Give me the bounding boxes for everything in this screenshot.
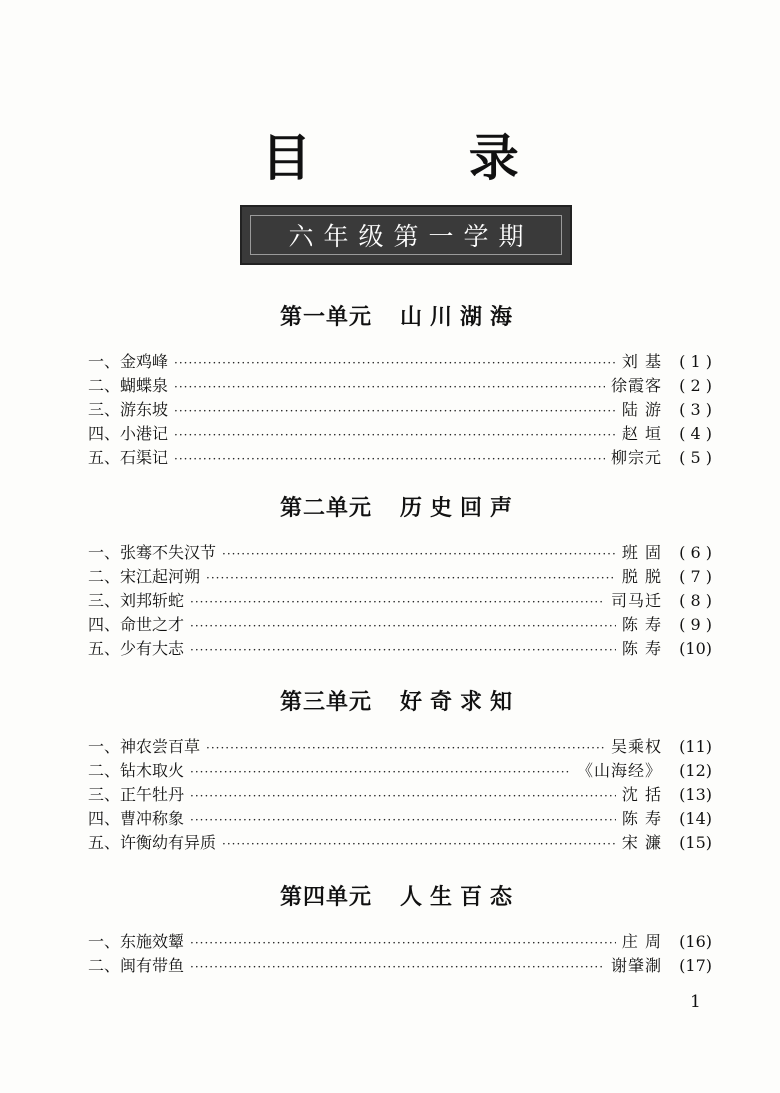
unit-name: 山川湖海 [400, 305, 521, 330]
entry-author: 刘 基 [621, 352, 662, 371]
toc-entry[interactable] [88, 446, 712, 470]
entry-author: 陈 寿 [621, 809, 662, 828]
toc-entry[interactable] [88, 831, 712, 855]
toc-entry[interactable] [88, 350, 712, 374]
unit-section-3 [88, 689, 712, 855]
entry-page: ( 3 ) [679, 400, 712, 419]
unit-title [88, 884, 712, 912]
entry-author: 《山海经》 [576, 761, 662, 780]
entry-page: ( 5 ) [679, 448, 712, 467]
entry-author: 班 固 [621, 543, 662, 562]
entry-page: (15) [679, 833, 712, 852]
dot-leader [174, 351, 616, 375]
entry-author: 司马迁 [610, 591, 662, 610]
unit-title [88, 689, 712, 717]
dot-leader [222, 832, 616, 856]
unit-section-2 [88, 495, 712, 661]
entry-title: 三、正午牡丹 [88, 785, 185, 804]
entry-title: 五、许衡幼有异质 [88, 833, 217, 852]
entry-title: 二、闽有带鱼 [88, 956, 185, 975]
dot-leader [190, 808, 616, 832]
entry-title: 一、金鸡峰 [88, 352, 169, 371]
toc-entry[interactable] [88, 783, 712, 807]
toc-entry[interactable] [88, 398, 712, 422]
entry-page: ( 2 ) [679, 376, 712, 395]
toc-entry[interactable] [88, 565, 712, 589]
entry-page: ( 9 ) [679, 615, 712, 634]
toc-entry[interactable] [88, 589, 712, 613]
unit-number: 第四单元 [279, 885, 372, 910]
dot-leader [174, 447, 605, 471]
toc-entry[interactable] [88, 374, 712, 398]
entry-title: 二、蝴蝶泉 [88, 376, 169, 395]
dot-leader [190, 590, 605, 614]
entry-title: 一、神农尝百草 [88, 737, 201, 756]
dot-leader [206, 566, 616, 590]
term-banner [240, 205, 572, 265]
entry-title: 五、少有大志 [88, 639, 185, 658]
entry-page: (14) [679, 809, 712, 828]
entry-author: 谢肇淛 [610, 956, 662, 975]
unit-name: 好奇求知 [400, 690, 521, 715]
entry-author: 赵 垣 [621, 424, 662, 443]
toc-entry[interactable] [88, 930, 712, 954]
entry-page: ( 6 ) [679, 543, 712, 562]
dot-leader [174, 423, 616, 447]
entry-title: 二、钻木取火 [88, 761, 185, 780]
toc-entry[interactable] [88, 735, 712, 759]
entry-page: (16) [679, 932, 712, 951]
unit-number: 第一单元 [279, 305, 372, 330]
entry-page: ( 8 ) [679, 591, 712, 610]
unit-section-1 [88, 304, 712, 470]
entry-author: 陈 寿 [621, 615, 662, 634]
entry-title: 四、曹冲称象 [88, 809, 185, 828]
unit-section-4 [88, 884, 712, 978]
unit-number: 第二单元 [279, 496, 372, 521]
entry-author: 陆 游 [621, 400, 662, 419]
toc-entry[interactable] [88, 613, 712, 637]
entry-page: (11) [679, 737, 712, 756]
dot-leader [174, 399, 616, 423]
entry-author: 宋 濂 [621, 833, 662, 852]
entry-page: (17) [679, 956, 712, 975]
toc-entry[interactable] [88, 422, 712, 446]
entry-page: (12) [679, 761, 712, 780]
dot-leader [190, 614, 616, 638]
entry-title: 三、游东坡 [88, 400, 169, 419]
toc-entry[interactable] [88, 954, 712, 978]
entry-author: 柳宗元 [610, 448, 662, 467]
entry-author: 脱 脱 [621, 567, 662, 586]
unit-name: 历史回声 [400, 496, 521, 521]
dot-leader [206, 736, 605, 760]
entry-title: 四、命世之才 [88, 615, 185, 634]
dot-leader [174, 375, 605, 399]
dot-leader [190, 638, 616, 662]
entry-author: 徐霞客 [610, 376, 662, 395]
dot-leader [190, 784, 616, 808]
entry-title: 二、宋江起河朔 [88, 567, 201, 586]
unit-title [88, 304, 712, 332]
dot-leader [222, 542, 616, 566]
entry-title: 五、石渠记 [88, 448, 169, 467]
unit-name: 人生百态 [400, 885, 521, 910]
dot-leader [190, 955, 605, 979]
page-title: 目 录 [261, 129, 589, 187]
entry-title: 三、刘邦斩蛇 [88, 591, 185, 610]
toc-entry[interactable] [88, 637, 712, 661]
toc-entry[interactable] [88, 807, 712, 831]
entry-author: 庄 周 [621, 932, 662, 951]
entry-page: (13) [679, 785, 712, 804]
dot-leader [190, 931, 616, 955]
entry-page: ( 1 ) [679, 352, 712, 371]
entry-author: 沈 括 [621, 785, 662, 804]
entry-page: (10) [679, 639, 712, 658]
term-banner-label: 六年级第一学期 [250, 215, 562, 255]
entry-title: 四、小港记 [88, 424, 169, 443]
unit-number: 第三单元 [279, 690, 372, 715]
entry-page: ( 4 ) [679, 424, 712, 443]
entry-author: 陈 寿 [621, 639, 662, 658]
toc-entry[interactable] [88, 541, 712, 565]
entry-author: 吴乘权 [610, 737, 662, 756]
page-number: 1 [690, 992, 701, 1012]
entry-title: 一、张骞不失汉节 [88, 543, 217, 562]
unit-title [88, 495, 712, 523]
toc-entry[interactable] [88, 759, 712, 783]
entry-title: 一、东施效颦 [88, 932, 185, 951]
entry-page: ( 7 ) [679, 567, 712, 586]
dot-leader [190, 760, 571, 784]
